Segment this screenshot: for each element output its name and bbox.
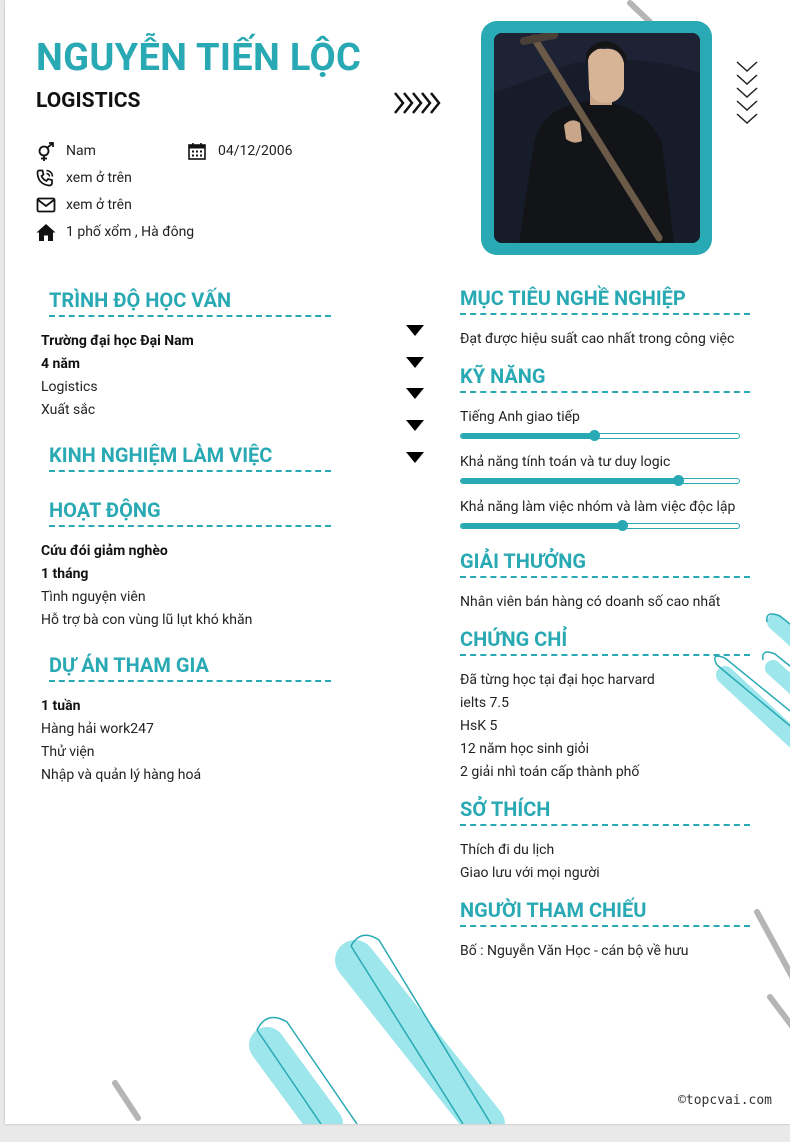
activity-desc: Hỗ trợ bà con vùng lũ lụt khó khăn xyxy=(41,612,253,628)
education-duration: 4 năm xyxy=(41,356,80,372)
certificate-item: HsK 5 xyxy=(460,718,498,734)
candidate-role: LOGISTICS xyxy=(36,89,141,113)
project-role: Thử viện xyxy=(41,744,95,760)
education-divider xyxy=(49,315,331,317)
skill-bar xyxy=(460,478,740,484)
education-title: TRÌNH ĐỘ HỌC VẤN xyxy=(49,288,232,312)
reference-text: Bố : Nguyễn Văn Học - cán bộ về hưu xyxy=(460,943,689,959)
objective-divider xyxy=(460,313,750,315)
education-school: Trường đại học Đại Nam xyxy=(41,333,194,349)
triangle-down-icon xyxy=(406,452,424,463)
hobby-item: Thích đi du lịch xyxy=(460,842,555,858)
hobby-item: Giao lưu với mọi người xyxy=(460,865,600,881)
awards-title: GIẢI THƯỞNG xyxy=(460,549,586,573)
hobbies-title: SỞ THÍCH xyxy=(460,797,551,821)
projects-title: DỰ ÁN THAM GIA xyxy=(49,653,209,677)
gender-row xyxy=(36,142,186,162)
triangle-down-icon xyxy=(406,388,424,399)
certificate-item: 2 giải nhì toán cấp thành phố xyxy=(460,764,640,780)
skill-bar-fill xyxy=(461,434,594,438)
gender-icon xyxy=(36,142,56,162)
project-name: Hàng hải work247 xyxy=(41,721,154,737)
phone-row xyxy=(36,169,236,189)
phone-icon xyxy=(36,169,54,187)
birthday-value: 04/12/2006 xyxy=(218,143,293,159)
watermark: ©topcvai.com xyxy=(678,1093,772,1108)
skill-bar-fill xyxy=(461,479,678,483)
candidate-name: NGUYỄN TIẾN LỘC xyxy=(36,36,362,80)
home-icon xyxy=(36,223,56,242)
education-grade: Xuất sắc xyxy=(41,402,96,418)
email-value: xem ở trên xyxy=(66,197,132,213)
skill-bar-fill xyxy=(461,524,622,528)
email-row xyxy=(36,196,236,216)
birthday-row xyxy=(188,142,348,162)
phone-value: xem ở trên xyxy=(66,170,132,186)
chevron-down-stack-icon xyxy=(735,58,761,128)
certificate-item: Đã từng học tại đại học harvard xyxy=(460,672,655,688)
calendar-icon xyxy=(188,142,206,160)
double-chevron-right-icon xyxy=(393,90,449,116)
skill-label: Khả năng tính toán và tư duy logic xyxy=(460,454,671,470)
address-value: 1 phố xổm , Hà đông xyxy=(66,224,195,240)
skill-label: Khả năng làm việc nhóm và làm việc độc lập xyxy=(460,499,736,515)
objective-title: MỤC TIÊU NGHỀ NGHIỆP xyxy=(460,286,686,310)
certificate-item: ielts 7.5 xyxy=(460,695,509,711)
cv-page xyxy=(5,0,790,1124)
activity-duration: 1 tháng xyxy=(41,566,89,582)
skills-title: KỸ NĂNG xyxy=(460,364,546,388)
education-major: Logistics xyxy=(41,379,98,395)
award-text: Nhân viên bán hàng có doanh số cao nhất xyxy=(460,594,721,610)
project-duration: 1 tuần xyxy=(41,698,81,714)
skills-divider xyxy=(460,391,750,393)
triangle-down-icon xyxy=(406,357,424,368)
experience-title: KINH NGHIỆM LÀM VIỆC xyxy=(49,443,273,467)
project-desc: Nhập và quản lý hàng hoá xyxy=(41,767,202,783)
skill-bar xyxy=(460,433,740,439)
hobbies-divider xyxy=(460,824,750,826)
awards-divider xyxy=(460,576,750,578)
skill-label: Tiếng Anh giao tiếp xyxy=(460,409,580,425)
experience-divider xyxy=(49,470,331,472)
triangle-down-icon xyxy=(406,420,424,431)
certificates-divider xyxy=(460,654,750,656)
triangle-down-icon xyxy=(406,325,424,336)
projects-divider xyxy=(49,680,331,682)
profile-photo xyxy=(494,33,700,243)
references-title: NGƯỜI THAM CHIẾU xyxy=(460,898,647,922)
activity-name: Cứu đói giảm nghèo xyxy=(41,543,168,559)
certificates-title: CHỨNG CHỈ xyxy=(460,627,568,651)
skill-bar xyxy=(460,523,740,529)
activities-divider xyxy=(49,525,331,527)
gender-value: Nam xyxy=(66,143,96,159)
certificate-item: 12 năm học sinh giỏi xyxy=(460,741,590,757)
objective-text: Đạt được hiệu suất cao nhất trong công việc xyxy=(460,331,735,347)
references-divider xyxy=(460,925,750,927)
activity-role: Tình nguyện viên xyxy=(41,589,146,605)
activities-title: HOẠT ĐỘNG xyxy=(49,498,161,522)
skill-bar-knob xyxy=(673,475,684,486)
person-photo-illustration xyxy=(494,33,700,243)
email-icon xyxy=(36,196,56,214)
address-row xyxy=(36,223,276,243)
